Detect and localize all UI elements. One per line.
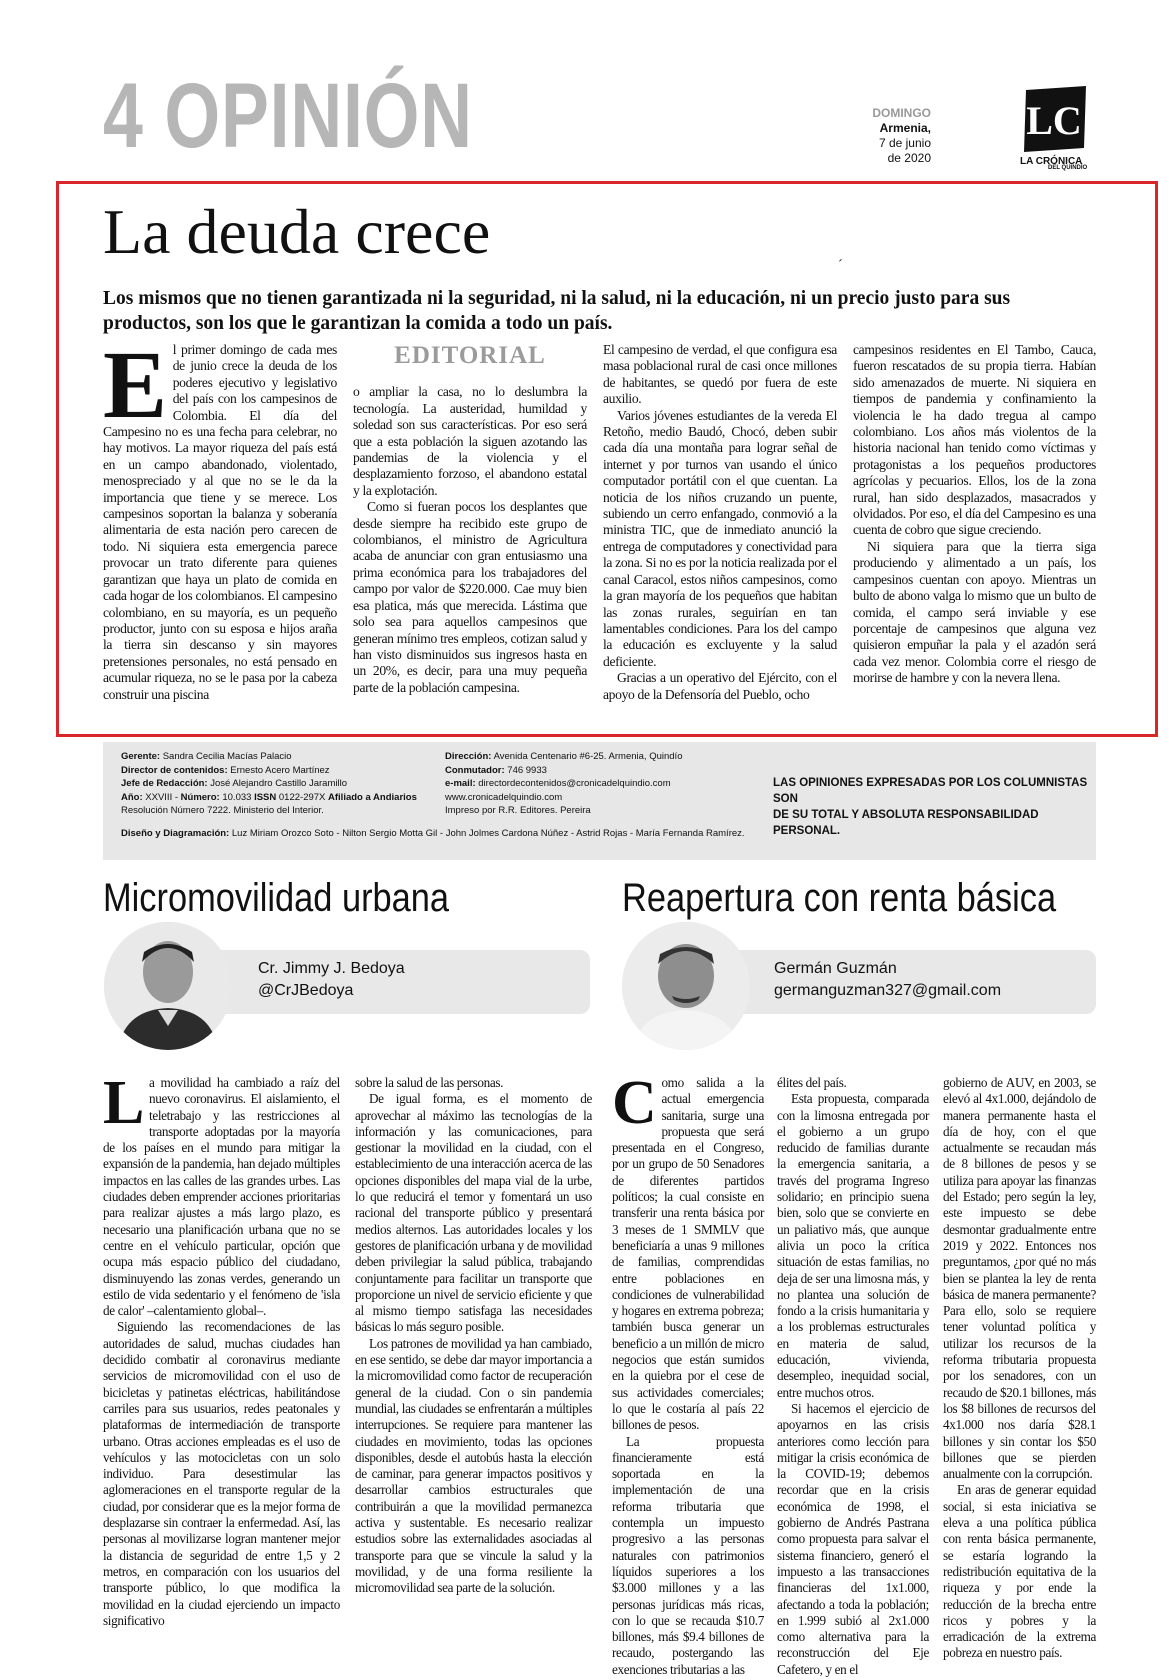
right-dropcap: C (612, 1069, 657, 1137)
masthead-left (121, 750, 441, 818)
right-col-text-2 (777, 1075, 929, 1678)
avatar-icon (104, 922, 232, 1050)
masthead-box (103, 742, 1096, 860)
stray-mark: ´ (838, 258, 843, 273)
column-title-left: Micromovilidad urbana (103, 876, 450, 920)
editorial-col-4 (853, 342, 1096, 687)
jefe-label: Jefe de Redacción: (121, 778, 208, 789)
right-col-text-3 (943, 1075, 1096, 1662)
column-paragraph: En aras de generar equidad social, si esta iniciativa se eleva a una política pública con renta básica permanente, se estaría logrando la redistribución equitativa de la riqueza y por ende la reducción de la brecha entre ricos y pobres y la erradicación de la extrema pobreza en nuestro país. (943, 1482, 1096, 1661)
diseno: Luz Miriam Orozco Soto - Nilton Sergio Motta Gil - John Jolmes Cardona Núñez - Astrid Rojas - María Fernanda Ramírez. (231, 828, 745, 839)
email-link[interactable]: directordecontenidos@cronicadelquindio.com (478, 778, 671, 789)
conmutador: 746 9933 (507, 764, 547, 776)
author-name-right: Germán Guzmán (774, 960, 897, 977)
afiliado: Afiliado a Andiarios (328, 791, 417, 803)
date-line1: 7 de junio (878, 136, 931, 150)
left-col-text-1 (103, 1069, 340, 1629)
ano-label: Año: (121, 791, 143, 803)
author-bar-right (728, 950, 1096, 1014)
logo-name-text: LA CRÓNICA (1020, 156, 1083, 167)
masthead-diseno (121, 827, 1081, 841)
website-link[interactable]: www.cronicadelquindio.com (445, 791, 563, 803)
editorial-headline: La deuda crece (103, 196, 491, 267)
editorial-paragraph: campesinos residentes en El Tambo, Cauca, fueron rescatados de su propia tierra. Habían sido amenazados de muerte. Ni siquiera en tiempos de pandemia y confinamiento la violencia le ha dado tregua al campo colombiano. Los años más violentos de la historia nacional han tenido como víctimas y protagonistas a los pequeños productores agrícolas y pecuarios. Ellos, los de la zona rural, han sido desplazados, masacrados y olvidados. Por eso, el día del Campesino es una cuenta de cobro que sigue creciendo. (853, 342, 1096, 538)
date-city: Armenia, (879, 121, 931, 135)
avatar-icon (622, 922, 750, 1050)
impreso: Impreso por R.R. Editores. Pereira (445, 805, 591, 816)
author-photo-left (104, 922, 232, 1050)
column-paragraph: De igual forma, es el momento de aprovechar al máximo las tecnologías de la información y las comunicaciones, para gestionar la movilidad en la ciudad, con el establecimiento de una interacción acerca de las opciones disponibles del mapa vial de la urbe, lo que reducirá el temor y fomentará un uso racional del transporte público y presentará medios alternos. Las autoridades locales y los gestores de planificación urbana y de movilidad deben privilegiar la salud pública, trabajando conjuntamente para facilitar un transporte que proporcione un nivel de servicio eficiente y que al mismo tiempo satisfaga las necesidades básicas lo más seguro posible. (355, 1091, 592, 1335)
column-paragraph: sobre la salud de las personas. (355, 1075, 504, 1090)
gerente-label: Gerente: (121, 751, 161, 762)
numero: 10.033 (222, 791, 252, 803)
left-col-text-2 (355, 1075, 592, 1597)
editorial-deck: Los mismos que no tienen garantizada ni la seguridad, ni la salud, ni la educación, ni un precio justo para sus productos, son los que le garantizan la comida a todo un país. (103, 288, 1011, 334)
author-handle-left[interactable]: @CrJBedoya (258, 982, 354, 999)
issn: 0122-297X (278, 791, 326, 803)
ano: XXVIII - (145, 791, 179, 803)
direccion-label: Dirección: (445, 751, 492, 762)
resolucion: Resolución Número 7222. Ministerio del Interior. (121, 805, 324, 816)
editorial-paragraph: o ampliar la casa, no lo deslumbra la tecnología. La austeridad, humildad y soledad son sus características. Por eso será que a esta población la siguen azotando las pandemias de la violencia y el desplazamiento forzoso, el abandono estatal y la explotación. (353, 384, 587, 498)
logo-name (1020, 156, 1100, 171)
column-title-right: Reapertura con renta básica (622, 876, 1057, 920)
disclaimer-line2: DE SU TOTAL Y ABSOLUTA RESPONSABILIDAD PERSONAL. (773, 809, 1039, 837)
column-paragraph: Esta propuesta, comparada con la limosna entregada por el gobierno a un grupo reducido de familias durante la emergencia sanitaria, a través del programa Ingreso solidario; en principio suena bien, solo que se convierte en un paliativo más, que aunque alivia un poco la crítica situación de estas familias, no deja de ser una limosna más, y no plantea una solución de fondo a la crisis humanitaria y a los problemas estructurales en materia de salud, educación, vivienda, desempleo, inequidad social, entre muchos otros. (777, 1091, 929, 1400)
editorial-paragraph: El campesino de verdad, el que configura esa masa poblacional rural de casi once millones de habitantes, se quedó por fuera de este auxilio. (603, 342, 837, 407)
disclaimer-line1: LAS OPINIONES EXPRESADAS POR LOS COLUMNISTAS SON (773, 777, 1088, 805)
conmutador-label: Conmutador: (445, 764, 505, 776)
editorial-paragraph: Ni siquiera para que la tierra siga produciendo y alimentado a un país, los campesinos cuentan con apoyo. Mientras un bulto de abono valga lo mismo que un bulto de comida, el campo será inviable y ese porcentaje de campesinos que alguna vez quisieron empuñar la pala y el azadón será cada vez menor. Colombia corre el riesgo de morirse de hambre y con la nevera llena. (853, 538, 1096, 686)
jefe: José Alejandro Castillo Jaramillo (210, 778, 347, 789)
diseno-label: Diseño y Diagramación: (121, 828, 230, 839)
email-label: e-mail: (445, 778, 476, 789)
author-email-right[interactable]: germanguzman327@gmail.com (774, 982, 1002, 999)
numero-label: Número: (180, 791, 220, 803)
column-paragraph: a movilidad ha cambiado a raíz del nuevo coronavirus. El aislamiento, el teletrabajo y las restricciones al transporte adoptadas por la mayoría de los países en el mundo para mitigar la expansión de la pandemia, han dejado múltiples impactos en las calles de las grandes urbes. Las ciudades deben emprender acciones prioritarias para realizar ajustes a más largo plazo, es necesario una planificación urbana que no se centre en el vehículo particular, opción que ocupa más espacio público del ciudadano, disminuyendo las zonas verdes, generando un estilo de vida sedentario y el fenómeno de 'isla de calor' –calentamiento global–. (103, 1075, 340, 1319)
masthead-middle (445, 750, 745, 818)
author-bar-left (212, 950, 590, 1014)
newspaper-logo (1020, 86, 1090, 156)
logo-sub-text: DEL QUINDÍO (1048, 165, 1088, 171)
editorial-dropcap: E (103, 331, 167, 438)
column-paragraph: La propuesta financieramente está soportada en la implementación de una reforma tributaria que contempla un impuesto progresivo a las personas naturales con patrimonios líquidos superiores a los $3.000 millones y a las personas jurídicas más ricas, con lo que se recauda $10.7 billones, más $9.4 billones de recaudo, postergando las exenciones tributarias a las (612, 1433, 764, 1677)
editorial-col-1 (103, 331, 337, 703)
date-line2: de 2020 (887, 151, 931, 165)
director-label: Director de contenidos: (121, 764, 228, 776)
editorial-col-3 (603, 342, 837, 703)
editorial-paragraph: Gracias a un operativo del Ejército, con el apoyo de la Defensoría del Pueblo, ocho (603, 670, 837, 702)
date-block (872, 106, 931, 166)
editorial-paragraph: Varios jóvenes estudiantes de la vereda El Retoño, medio Baudó, Chocó, deben subir cada día una montaña para lograr señal de internet y por turnos van usando el único computador portátil con el que cuentan. La noticia de los niños cruzando un puente, subiendo un cerro enfangado, conmovió a la ministra TIC, que de inmediato anunció la entrega de computadores y conectividad para la zona. Si no es por la noticia realizada por el canal Caracol, estos niños campesinos, como la gran mayoría de los pequeños que habitan las zonas rurales, seguirían en tan lamentables condiciones. Para los del campo la educación es excluyente y la salud deficiente. (603, 407, 837, 669)
editorial-paragraph: l primer domingo de cada mes de junio crece la deuda de los poderes ejecutivo y legislativo del país con los campesinos de Colombia. El día del Campesino no es una fecha para celebrar, no hay motivos. La mayor riqueza del país está en un campo abandonado, violentado, menospreciado y al que no se le da la importancia que tiene y se merece. Los campesinos soportan la balanza y soberanía alimentaria de esta nación pero carecen de todo. Ni siquiera esta emergencia parece provocar un trato diferente para quienes garantizan que haya un plato de comida en cada hogar de los colombianos. El campesino colombiano, en su mayoría, es un pequeño productor, junto con su esposa e hijos araña la tierra sin descanso y sin mayores pretensiones personales, no está pensado en acumular riqueza, no se le pasa por la cabeza construir una piscina (103, 342, 337, 702)
logo-letters: LC (1026, 98, 1082, 143)
date-day: DOMINGO (872, 106, 931, 120)
column-paragraph: omo salida a la actual emergencia sanitaria, surge una propuesta que será presentada en el Congreso, por un grupo de 50 Senadores de diferentes partidos políticos; la cual consiste en transferir una renta básica por 3 meses de 1 SMMLV que beneficiaría a unas 9 millones de familias, comprendidas entre poblaciones en condiciones de vulnerabilidad y hogares en extrema pobreza; también busca generar un beneficio a un millón de micro negocios que están sumidos en la quiebra por el cese de sus actividades comerciales; lo que le costaría al país 22 billones de pesos. (612, 1075, 764, 1433)
column-paragraph: Los patrones de movilidad ya han cambiado, en ese sentido, se debe dar mayor importancia a la micromovilidad como factor de recuperación general de la ciudad. Con o sin pandemia mundial, las ciudades se enfrentarán a múltiples interrupciones. Se requiere para mantener las ciudades en movimiento, todas las opciones disponibles, desde el autobús hasta la elección de caminar, para generar impactos positivos y desarrollar cambios estructurales que contribuirán a que la movilidad permanezca activa y sustentable. Es necesario realizar estudios sobre las externalidades asociadas al transporte para que se vincule la salud y la movilidad, y de una forma resiliente la micromovilidad sea parte de la solución. (355, 1335, 592, 1596)
issn-label: ISSN (254, 791, 277, 803)
editorial-paragraph: Como si fueran pocos los desplantes que desde siempre ha recibido este grupo de colombianos, el ministro de Agricultura acaba de anunciar con gran entusiasmo una prima económica para los trabajadores del campo por valor de $220.000. Cae muy bien esa platica, más que merecida. Lástima que solo sea para aquellos campesinos que generan mínimo tres empleos, cotizan salud y han visto disminuidos sus ingresos hasta en un 20%, es decir, para una muy pequeña parte de la población campesina. (353, 499, 587, 695)
right-col-text-1 (612, 1069, 764, 1678)
editorial-col-2 (353, 342, 587, 696)
column-paragraph: gobierno de AUV, en 2003, se elevó al 4x1.000, dejándolo de manera permanente hasta el día de hoy, con el que actualmente se recaudan más de 8 billones de pesos y se utiliza para apoyar las finanzas del Estado; pero según la ley, este impuesto se debe desmontar gradualmente entre 2019 y 2022. Entonces nos preguntamos, ¿por qué no más bien se plantea la ley de renta básica de manera permanente? Para ello, solo se requiere tener voluntad política y utilizar los recursos de la reforma tributaria propuesta por los senadores, con un recaudo de $20.1 billones, más los $8 billones de recursos del 4x1.000 nos daría $28.1 billones y sin contar los $50 billones que se pierden anualmente con la corrupción. (943, 1075, 1096, 1482)
editorial-label: EDITORIAL (394, 342, 546, 369)
author-photo-right (622, 922, 750, 1050)
column-paragraph: Siguiendo las recomendaciones de las autoridades de salud, muchas ciudades han decidido combatir al coronavirus mediante servicios de micromovilidad con el uso de bicicletas y patinetas eléctricas, habilitándose carriles para sus usuarios, redes peatonales y plataformas de intermediación de transporte urbano. Otras acciones empleadas es el uso de vehículos y las motocicletas con un solo individuo. Para desestimular las aglomeraciones en el transporte regular de la ciudad, por considerar que es la mejor forma de desplazarse sin contraer la enfermedad. Así, las personas al movilizarse logran mantener mejor la distancia de seguridad de entre 1,5 y 2 metros, en comparación con los usuarios del transporte público, lo que modifica la movilidad en la ciudad ejerciendo un impacto significativo (103, 1319, 340, 1628)
author-name-left: Cr. Jimmy J. Bedoya (258, 960, 405, 977)
gerente: Sandra Cecilia Macías Palacio (162, 751, 292, 762)
column-paragraph: élites del país. (777, 1075, 847, 1090)
column-paragraph: Si hacemos el ejercicio de apoyarnos en las crisis anteriores como lección para mitigar la crisis económica de la COVID-19; debemos recordar que en la crisis económica de 1998, el gobierno de Andrés Pastrana como propuesta para salvar el sistema financiero, generó el impuesto a las transacciones financieras del 1x1.000, afectando a toda la población; en 1.999 subió al 2x1.000 como alternativa para la reconstrucción del Eje Cafetero, y en el (777, 1400, 929, 1677)
section-title: 4 OPINIÓN (103, 65, 473, 167)
director: Ernesto Acero Martínez (230, 764, 330, 776)
left-dropcap: L (103, 1069, 145, 1137)
direccion: Avenida Centenario #6-25. Armenia, Quindío (493, 751, 683, 762)
